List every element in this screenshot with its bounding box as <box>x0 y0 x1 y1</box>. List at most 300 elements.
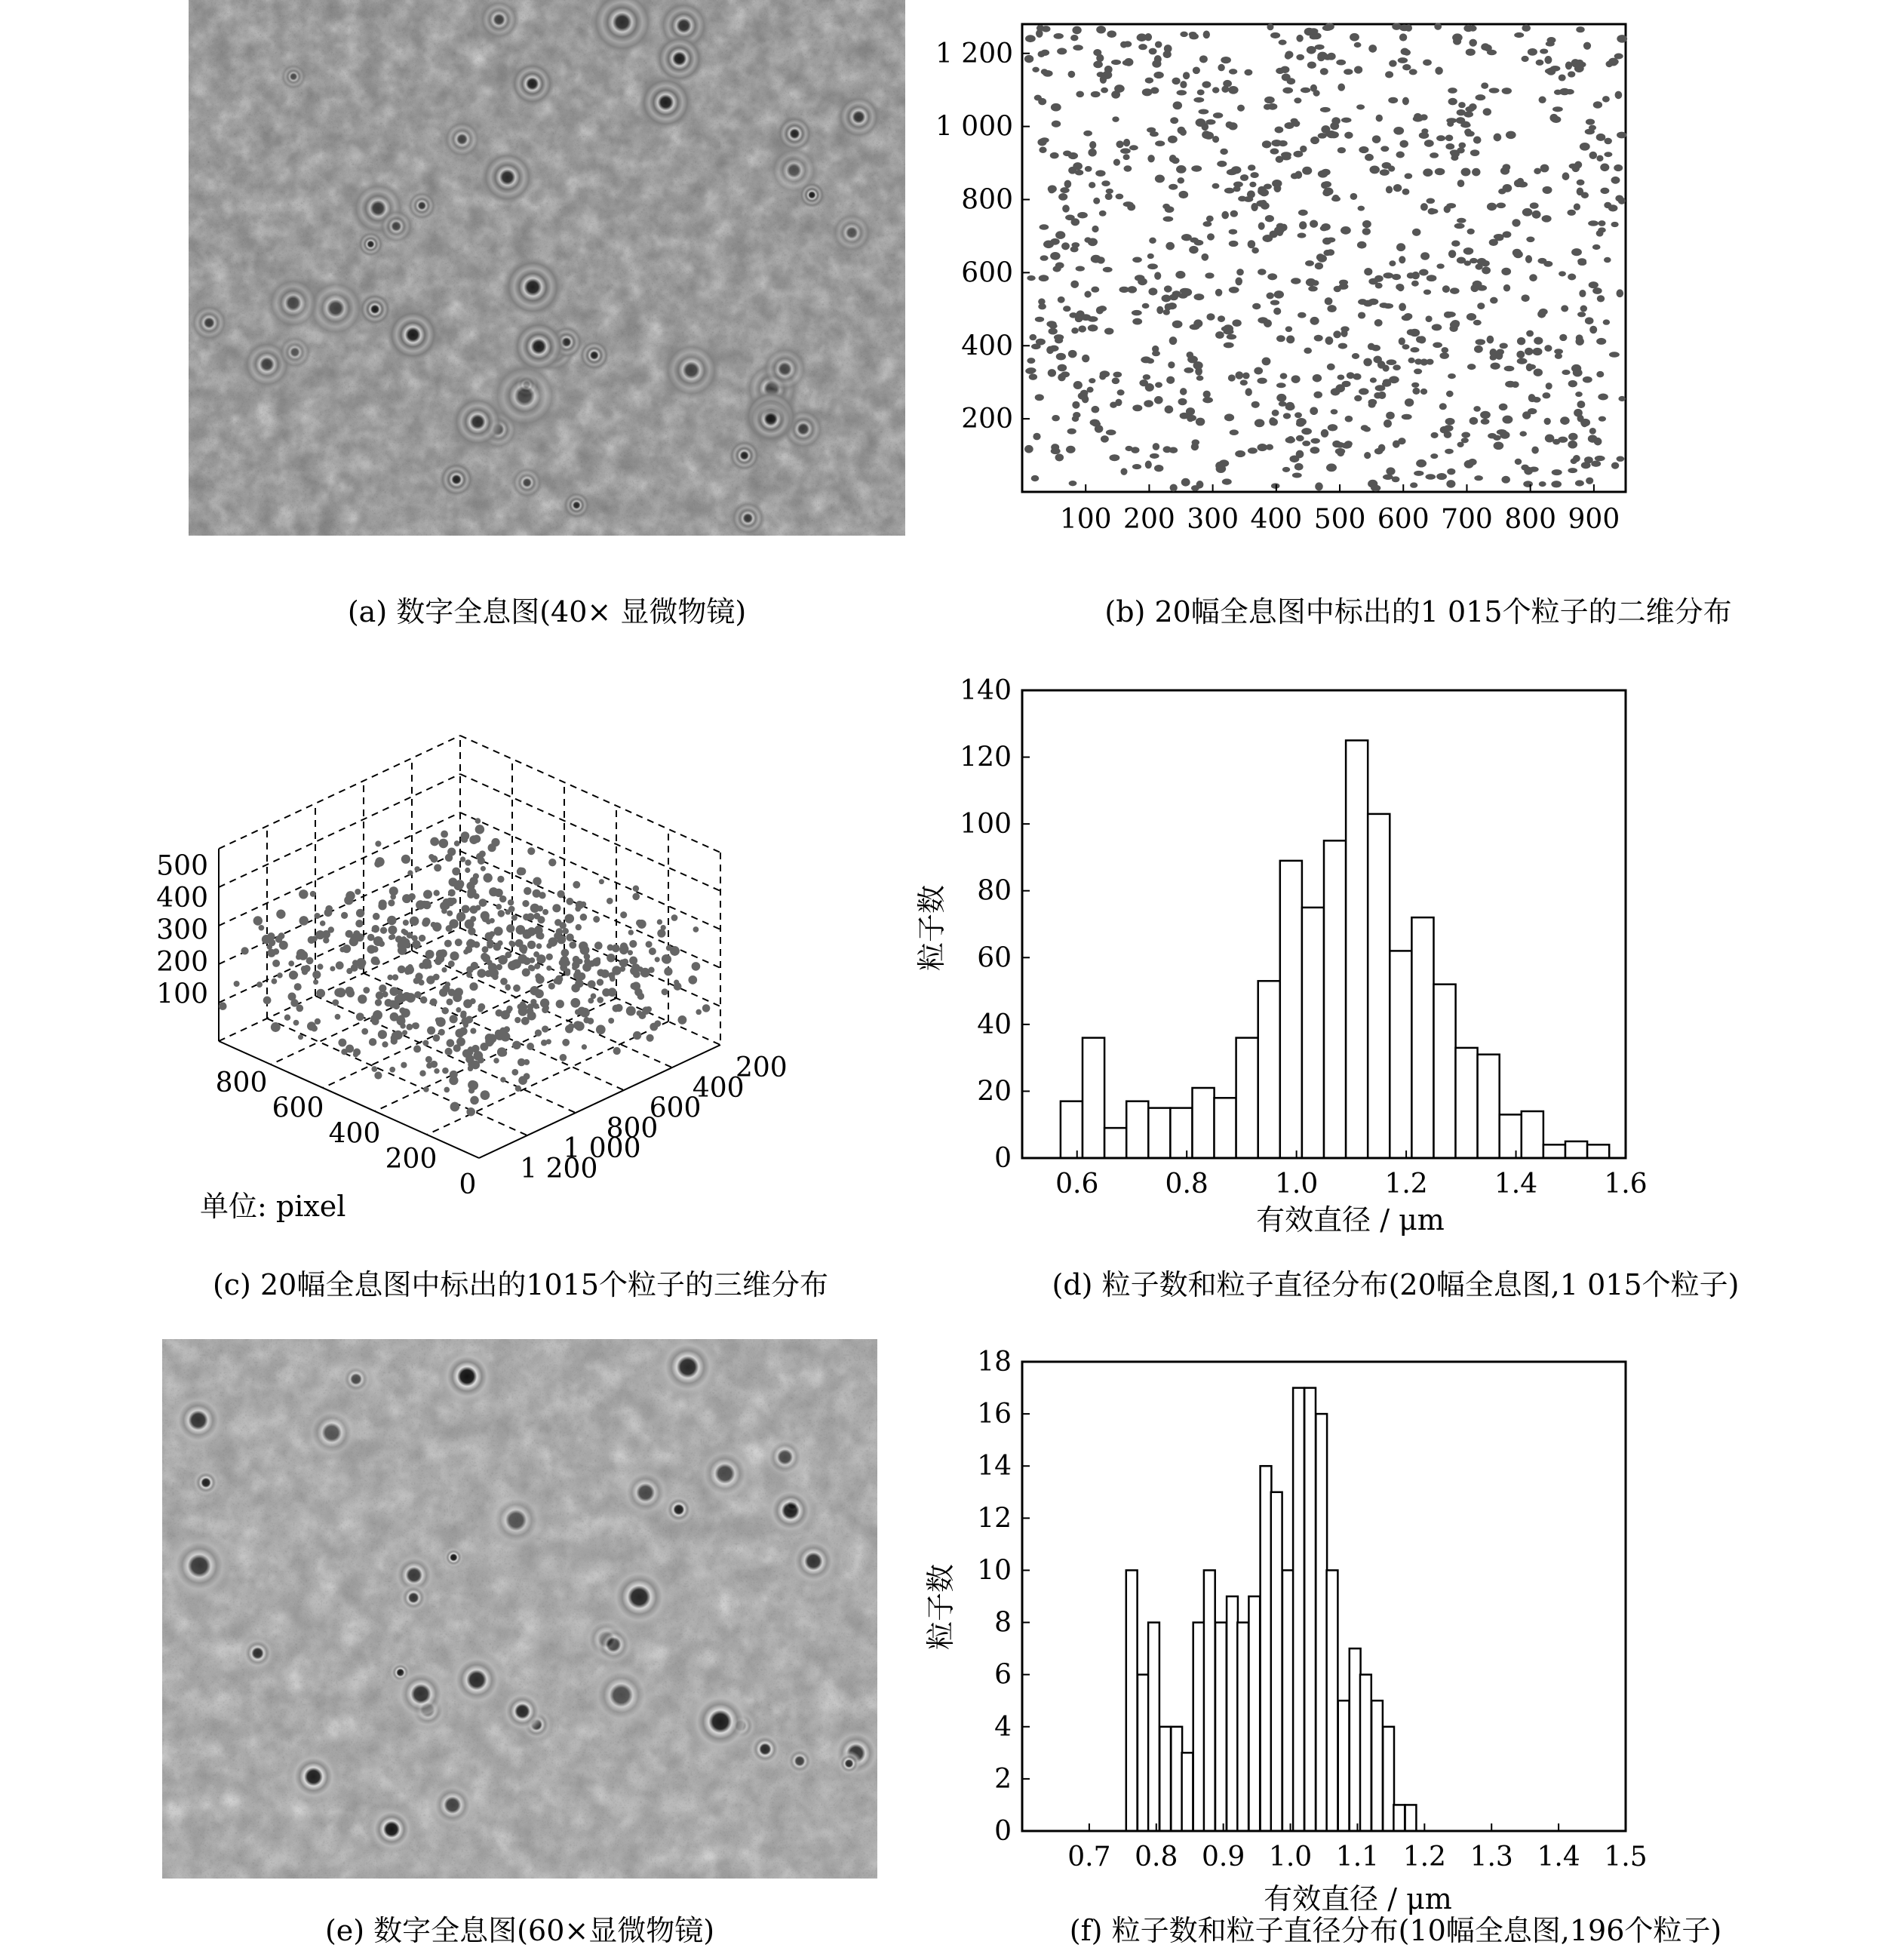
scatter-point <box>1282 467 1290 472</box>
scatter-point <box>1358 299 1367 305</box>
scatter-point <box>1249 182 1256 188</box>
scatter-point-3d <box>522 968 530 976</box>
scatter-point <box>1207 233 1215 240</box>
scatter-point <box>1145 461 1152 469</box>
scatter-point <box>1368 45 1377 53</box>
particle-ring <box>579 340 610 370</box>
scatter-point-3d <box>546 954 553 960</box>
scatter-point <box>1298 210 1308 216</box>
scatter-point <box>1224 343 1234 349</box>
scatter-point <box>1593 101 1602 108</box>
scatter-point-3d <box>412 935 418 942</box>
scatter-point-3d <box>636 920 643 926</box>
scatter-point <box>1425 474 1436 480</box>
scatter-point <box>1270 32 1280 38</box>
scatter-point <box>1461 168 1471 177</box>
scatter-point <box>1577 258 1586 264</box>
scatter-point <box>1542 215 1552 223</box>
scatter-point-3d <box>339 947 345 952</box>
scatter-point <box>1202 81 1211 88</box>
scatter-point-3d <box>536 975 545 984</box>
particle-ring <box>367 1805 416 1854</box>
scatter-point <box>1071 327 1079 333</box>
scatter-point <box>1191 165 1202 171</box>
scatter-point <box>1204 131 1214 139</box>
scatter-point <box>1302 167 1312 175</box>
x-tick-label: 200 <box>385 1144 438 1175</box>
scatter-point <box>1439 403 1447 410</box>
scatter-point-3d <box>445 1048 453 1055</box>
scatter-point <box>1589 125 1596 131</box>
histogram-bar <box>1565 1141 1587 1158</box>
scatter-point-3d <box>657 929 665 937</box>
scatter-point <box>1389 260 1396 266</box>
scatter-point-3d <box>444 940 452 948</box>
scatter-point-3d <box>438 1029 445 1036</box>
x-tick-label: 1.3 <box>1470 1842 1513 1872</box>
scatter-point <box>1093 198 1100 204</box>
particle-ring <box>787 1535 840 1588</box>
scatter-point <box>1589 152 1598 159</box>
histogram-f-svg <box>905 1328 1886 1924</box>
scatter-point <box>1068 71 1076 78</box>
scatter-point <box>1402 97 1409 106</box>
scatter-point-3d <box>405 965 414 974</box>
scatter-point-3d <box>473 835 481 843</box>
scatter-point-3d <box>463 949 468 954</box>
scatter-point-3d <box>489 887 498 896</box>
scatter-point-3d <box>376 991 384 1000</box>
x-tick-label: 1.6 <box>1604 1169 1648 1200</box>
scatter-point-3d <box>524 1059 530 1065</box>
scatter-point <box>1055 231 1065 239</box>
scatter-point <box>1169 155 1177 162</box>
scatter-point <box>1168 361 1175 368</box>
scatter-point <box>1596 230 1604 237</box>
scatter-point <box>1230 210 1238 217</box>
scatter-point-3d <box>456 913 465 922</box>
scatter-point <box>1595 456 1605 461</box>
scatter-point <box>1419 269 1429 276</box>
scatter-point <box>1301 428 1312 435</box>
scatter-point-3d <box>468 927 475 935</box>
scatter-point <box>1399 256 1405 263</box>
scatter-point <box>1150 453 1159 459</box>
scatter-point <box>1119 287 1129 293</box>
scatter-point <box>1523 481 1533 487</box>
scatter-point-3d <box>371 1018 379 1025</box>
scatter-point <box>1056 353 1066 361</box>
scatter-point <box>1436 473 1447 480</box>
scatter-point <box>1183 72 1190 79</box>
scatter-point-3d <box>390 934 395 939</box>
scatter-point <box>1532 210 1541 219</box>
scatter-point <box>1178 177 1185 183</box>
scatter-point-3d <box>474 893 480 899</box>
scatter-point-3d <box>563 928 569 934</box>
scatter-point <box>1514 180 1523 187</box>
particle-ring <box>655 34 704 83</box>
scatter-point <box>1502 88 1512 94</box>
particle-ring <box>481 150 534 204</box>
scatter-point <box>1311 438 1320 444</box>
scatter-point <box>1163 51 1172 58</box>
particle-ring <box>618 1465 672 1519</box>
scatter-point-3d <box>390 894 396 900</box>
scatter-point <box>1228 86 1238 94</box>
x-tick-label: 1.5 <box>1604 1842 1648 1872</box>
scatter-point-3d <box>448 889 456 896</box>
scatter-point <box>1232 319 1241 327</box>
scatter-point <box>1328 424 1337 431</box>
scatter-point <box>1052 415 1060 421</box>
scatter-point <box>1413 115 1423 121</box>
scatter-point <box>1494 441 1504 450</box>
scatter-point <box>1361 425 1368 431</box>
scatter-point-3d <box>497 876 504 883</box>
scatter-point <box>1285 53 1291 60</box>
scatter-point <box>1501 268 1511 275</box>
scatter-point-3d <box>272 960 280 967</box>
scatter-point <box>1378 392 1386 399</box>
scatter-point-3d <box>467 939 474 947</box>
scatter-point <box>1040 224 1049 230</box>
scatter-point <box>1062 204 1070 212</box>
scatter-point <box>1112 377 1120 384</box>
scatter-point <box>1445 134 1453 141</box>
scatter-point <box>1053 33 1063 39</box>
scatter-point <box>1089 182 1095 188</box>
scatter-point <box>1477 303 1485 309</box>
scatter-point <box>1362 220 1371 228</box>
scatter-point <box>1162 295 1172 303</box>
scatter-point <box>1352 353 1359 359</box>
scatter-point-3d <box>548 859 556 866</box>
scatter-point-3d <box>356 909 364 917</box>
histogram-bar <box>1104 1128 1126 1158</box>
scatter-point <box>1024 445 1033 453</box>
particle-ring <box>397 1581 430 1614</box>
scatter-point-3d <box>576 901 584 909</box>
scatter-point <box>1345 416 1353 422</box>
particle-ring <box>503 257 563 317</box>
scatter-point <box>1272 410 1279 416</box>
scatter-point-3d <box>315 1018 321 1025</box>
particle-ring <box>747 1731 784 1768</box>
scatter-point-3d <box>461 831 470 840</box>
scatter-point-3d <box>488 963 497 972</box>
scatter-point <box>1142 88 1153 96</box>
histogram-bar <box>1316 1414 1327 1831</box>
scatter-point <box>1327 305 1336 312</box>
scatter-point <box>1497 429 1507 435</box>
scatter-point <box>1377 361 1386 368</box>
scatter-point-3d <box>662 954 671 963</box>
y-tick-label: 16 <box>977 1399 1012 1430</box>
x-tick-label: 0 <box>459 1169 477 1200</box>
scatter-point <box>1451 320 1460 327</box>
scatter-point <box>1327 249 1335 256</box>
scatter-point <box>1364 452 1371 459</box>
histogram-bar <box>1159 1727 1171 1831</box>
scatter-point <box>1137 33 1147 41</box>
scatter-point-3d <box>523 931 531 939</box>
scatter-point <box>1408 358 1414 364</box>
particle-ring <box>695 1444 754 1504</box>
scatter-point <box>1305 260 1314 266</box>
scatter-point <box>1308 286 1318 291</box>
scatter-point-3d <box>299 889 308 899</box>
scatter-point <box>1262 235 1273 242</box>
scatter-point <box>1222 478 1232 484</box>
scatter-point <box>1488 433 1497 438</box>
scatter-point <box>1371 485 1380 492</box>
histogram-bar <box>1171 1727 1182 1831</box>
scatter-point <box>1038 303 1046 309</box>
particle-ring <box>358 232 384 257</box>
scatter-point <box>1326 463 1337 472</box>
scatter-point-3d <box>379 985 386 992</box>
scatter-point-3d <box>542 1006 548 1013</box>
scatter-point <box>1213 112 1223 118</box>
scatter-point <box>1448 98 1457 106</box>
scatter-point <box>1235 371 1243 379</box>
scatter-point <box>1562 172 1570 180</box>
caption-b: (b) 20幅全息图中标出的1 015个粒子的二维分布 <box>1104 595 1732 628</box>
scatter-point-3d <box>646 941 653 948</box>
histogram-bars-d <box>1061 740 1609 1158</box>
scatter-point-3d <box>693 926 699 932</box>
scatter-point <box>1588 220 1598 226</box>
scatter-point-3d <box>346 989 355 997</box>
scatter-point <box>1580 306 1588 312</box>
y-tick-label: 8 <box>994 1607 1012 1639</box>
histogram-bar <box>1236 1038 1258 1158</box>
scatter-point <box>1431 432 1439 438</box>
x-tick-label: 0.6 <box>1055 1169 1099 1200</box>
scatter-point <box>1618 198 1626 204</box>
scatter-point <box>1611 177 1620 184</box>
scatter-point-3d <box>421 901 428 908</box>
scatter-point <box>1248 447 1258 453</box>
scatter-point-3d <box>479 850 486 857</box>
scatter-point <box>1476 94 1486 100</box>
scatter-point <box>1383 272 1393 278</box>
scatter-point <box>1526 364 1533 371</box>
scatter-point <box>1608 204 1618 211</box>
scatter-point-3d <box>378 902 386 910</box>
scatter-point <box>1181 234 1192 241</box>
scatter-point <box>1470 258 1478 263</box>
scatter-point <box>1447 468 1455 475</box>
scatter-point <box>1568 468 1577 473</box>
histogram-bar <box>1204 1570 1215 1831</box>
scatter-point <box>1099 210 1107 217</box>
scatter-point-3d <box>536 954 545 963</box>
z-tick-label: 200 <box>156 947 208 978</box>
scatter-point <box>1201 253 1208 261</box>
scatter-point <box>1416 336 1423 343</box>
scatter-point-3d <box>306 957 314 965</box>
scatter-point <box>1617 132 1626 139</box>
scatter-point <box>1517 337 1525 345</box>
x-tick-label: 100 <box>1059 504 1112 535</box>
scatter-point-3d <box>575 979 583 988</box>
scatter-point <box>1267 23 1273 30</box>
x-tick-label: 1.0 <box>1268 1842 1313 1872</box>
scatter-point <box>1342 381 1351 387</box>
scatter-point <box>1436 263 1444 269</box>
scatter-point-3d <box>497 1047 507 1057</box>
scatter-point <box>1426 315 1433 322</box>
scatter-point-3d <box>552 904 560 912</box>
scatter-point-3d <box>355 920 363 927</box>
scatter-point-3d <box>496 964 502 970</box>
particle-ring <box>438 1347 496 1406</box>
scatter-point-3d <box>608 1018 614 1024</box>
histogram-bar <box>1170 1108 1192 1158</box>
scatter-point <box>1265 215 1274 222</box>
scatter-point <box>1037 138 1046 146</box>
scatter-point <box>1356 104 1365 109</box>
scatter-point <box>1315 482 1323 490</box>
scatter-point <box>1393 364 1401 370</box>
scatter-point <box>1264 319 1272 327</box>
scatter-point <box>1461 432 1470 438</box>
scatter-point <box>1559 74 1566 81</box>
histogram-d <box>898 656 1878 1260</box>
scatter-point <box>1326 237 1335 242</box>
scatter-point <box>1096 54 1104 62</box>
scatter-point <box>1474 346 1483 353</box>
scatter-point-3d <box>481 866 486 871</box>
scatter-point-3d <box>629 957 637 965</box>
scatter-point-3d <box>511 1069 518 1076</box>
scatter-3d-c <box>136 649 905 1267</box>
scatter-point <box>1041 69 1048 75</box>
scatter-point <box>1286 336 1294 344</box>
scatter-point <box>1271 140 1282 146</box>
scatter-point <box>1410 347 1419 352</box>
scatter-point-3d <box>523 914 530 920</box>
scatter-point-3d <box>542 1025 548 1032</box>
scatter-point <box>1334 286 1341 293</box>
scatter-point-3d <box>506 924 514 932</box>
scatter-point <box>1530 202 1539 209</box>
scatter-point-3d <box>413 978 420 985</box>
scatter-point-3d <box>430 837 439 846</box>
scatter-point <box>1163 217 1174 222</box>
scatter-point <box>1407 272 1414 278</box>
scatter-point-3d <box>241 947 249 954</box>
scatter-point-3d <box>498 1031 504 1037</box>
histogram-bar <box>1302 908 1324 1158</box>
scatter-point <box>1224 413 1234 421</box>
scatter-point <box>1120 41 1127 48</box>
scatter-point <box>1542 186 1552 194</box>
scatter-point <box>1399 140 1408 148</box>
scatter-point-3d <box>414 866 419 871</box>
scatter-point <box>1048 185 1057 192</box>
x-tick-label: 600 <box>272 1092 324 1124</box>
scatter-point <box>1420 389 1427 395</box>
scatter-point-3d <box>533 889 541 898</box>
scatter-point <box>1236 269 1244 275</box>
scatter-point <box>1598 394 1608 401</box>
scatter-point <box>1299 221 1307 229</box>
scatter-point <box>1473 406 1481 412</box>
scatter-point <box>1471 284 1479 292</box>
scatter-point <box>1528 48 1537 56</box>
scatter-point-3d <box>427 1026 435 1034</box>
scatter-point <box>1410 482 1417 487</box>
z-tick-label: 100 <box>156 978 208 1010</box>
scatter-point <box>1106 429 1116 435</box>
caption-a: (a) 数字全息图(40× 显微物镜) <box>347 595 747 628</box>
scatter-point <box>1333 330 1341 338</box>
scatter-point <box>1058 364 1067 372</box>
scatter-point-3d <box>392 974 398 980</box>
scatter-point <box>1132 318 1142 325</box>
scatter-point <box>1206 216 1214 222</box>
scatter-point <box>1374 319 1383 327</box>
scatter-point <box>1331 117 1341 124</box>
scatter-point-3d <box>444 1087 450 1093</box>
scatter-point <box>1270 300 1279 306</box>
scatter-point-3d <box>334 988 342 997</box>
scatter-point-3d <box>271 1022 281 1032</box>
scatter-point <box>1178 191 1188 198</box>
scatter-point-3d <box>434 864 441 871</box>
scatter-point <box>1571 248 1582 256</box>
scatter-point-3d <box>465 859 471 865</box>
particle-ring <box>837 94 881 139</box>
scatter-point-3d <box>496 904 502 910</box>
scatter-point <box>1335 448 1346 455</box>
scatter-point <box>1111 60 1121 65</box>
scatter-point <box>1344 132 1353 139</box>
scatter-point <box>1468 459 1477 465</box>
scatter-point <box>1602 96 1610 103</box>
scatter-point <box>1307 46 1316 54</box>
scatter-point <box>1142 303 1150 309</box>
scatter-point-3d <box>275 935 282 942</box>
scatter-point <box>1203 30 1210 38</box>
scatter-point-3d <box>462 1049 471 1058</box>
scatter-point <box>1448 373 1456 379</box>
scatter-point <box>1576 60 1583 66</box>
scatter-point <box>1470 26 1477 32</box>
y-tick-label: 80 <box>977 875 1012 907</box>
scatter-point <box>1461 121 1470 128</box>
scatter-point-3d <box>548 983 555 990</box>
scatter-point <box>1532 348 1542 355</box>
grid-line <box>219 813 460 926</box>
scatter-point <box>1604 257 1611 263</box>
hologram-image-e <box>162 1339 877 1879</box>
scatter-point <box>1380 169 1390 176</box>
scatter-point-3d <box>410 917 419 926</box>
x-tick-label: 200 <box>1123 504 1175 535</box>
scatter-point <box>1405 398 1414 407</box>
scatter-point <box>1083 131 1092 137</box>
scatter-point <box>1546 41 1555 47</box>
y-tick-label: 200 <box>736 1052 788 1083</box>
scatter-point <box>1489 88 1500 93</box>
scatter-point <box>1411 281 1419 287</box>
y-tick-label: 400 <box>961 330 1013 362</box>
scatter-point <box>1445 143 1454 149</box>
